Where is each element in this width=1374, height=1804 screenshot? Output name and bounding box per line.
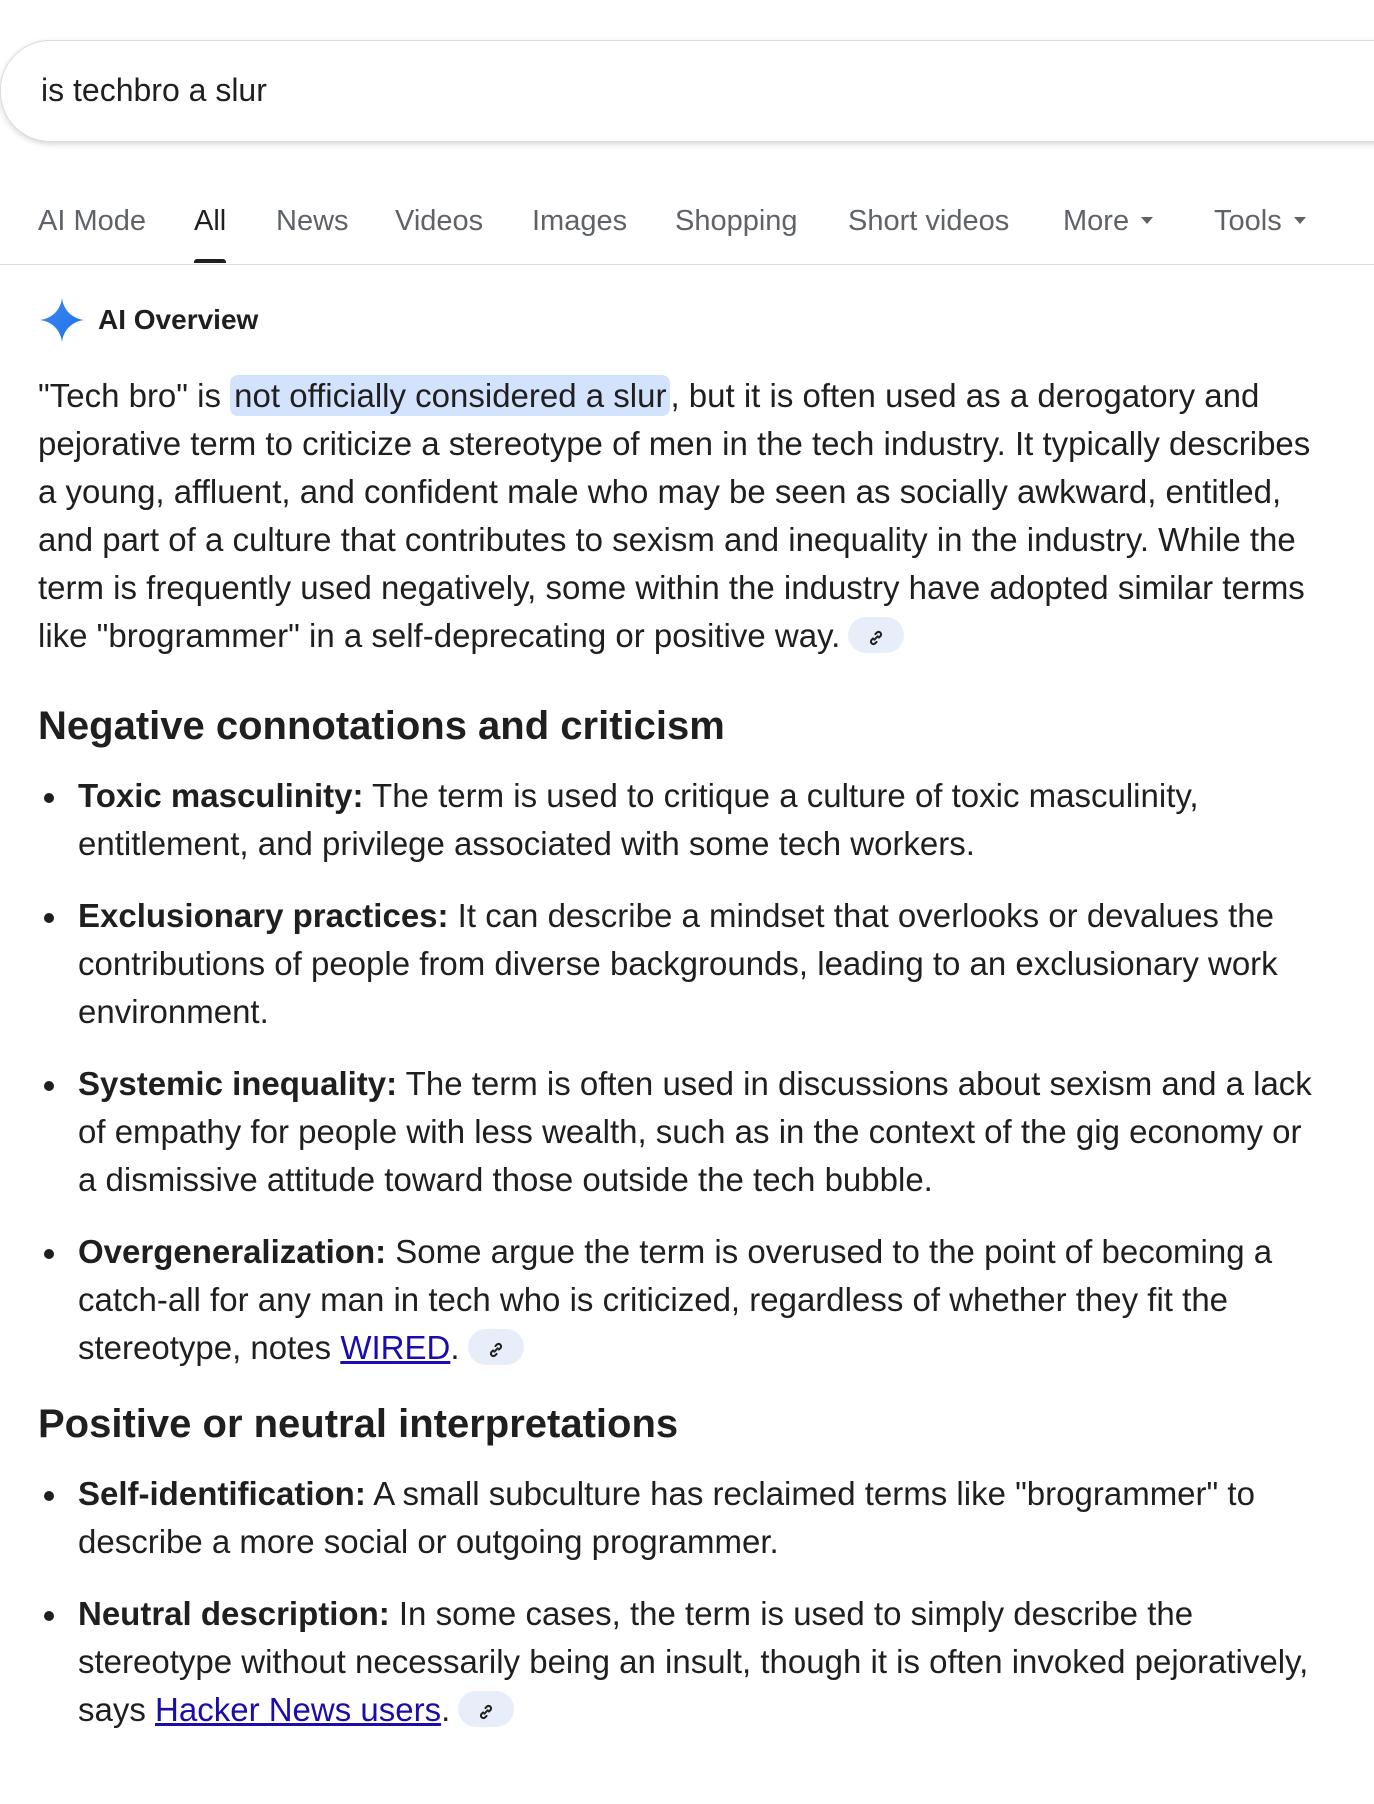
tab-all[interactable]: All: [194, 205, 227, 237]
positive-list: [38, 1470, 1328, 1734]
list-item: [38, 1590, 1328, 1734]
list-item-tail: .: [450, 1329, 460, 1366]
link-icon: [866, 628, 886, 648]
tab-shopping[interactable]: Shopping: [675, 205, 798, 237]
list-item: [38, 1470, 1328, 1566]
link-icon: [486, 1340, 506, 1360]
list-item-term: Overgeneralization:: [78, 1233, 387, 1270]
hacker-news-link[interactable]: Hacker News users: [155, 1691, 442, 1728]
section-heading-negative: Negative connotations and criticism: [38, 704, 725, 748]
list-item-text: The term is often used in discussions about sexism and a lack of empathy for people with less wealth, such as in the context of the gig economy or a dismissive attitude toward those outside the tech bubble.: [78, 1065, 1312, 1198]
list-item-term: Neutral description:: [78, 1595, 390, 1632]
intro-text-before: "Tech bro" is: [38, 377, 231, 414]
ai-overview-title: AI Overview: [98, 304, 259, 335]
list-item-text: In some cases, the term is used to simply describe the stereotype without necessarily being an insult, though it is often invoked pejoratively, says: [78, 1595, 1309, 1728]
ai-sparkle-icon: [38, 296, 86, 344]
list-item: [38, 772, 1328, 868]
tab-images[interactable]: Images: [532, 205, 628, 237]
tab-more[interactable]: [1063, 205, 1153, 238]
section-heading-positive: Positive or neutral interpretations: [38, 1402, 679, 1446]
caret-down-icon: [1141, 217, 1153, 224]
link-icon: [476, 1702, 496, 1722]
list-item-text: The term is used to critique a culture of toxic masculinity, entitlement, and privilege associated with some tech workers.: [78, 777, 1199, 862]
intro-text-after: , but it is often used as a derogatory and pejorative term to criticize a stereotype of men in the tech industry. It typically describes a young, affluent, and confident male who may be seen as socially awkward, entitled, and part of a culture that contributes to sexism and inequality in the industry. While the term is frequently used negatively, some within the industry have adopted similar terms like "brogrammer" in a self-deprecating or positive way.: [38, 377, 1311, 654]
list-item-term: Self-identification:: [78, 1475, 366, 1512]
tab-short-videos[interactable]: Short videos: [848, 205, 1010, 237]
tabs-divider: [0, 264, 1374, 265]
list-item-tail: .: [441, 1691, 451, 1728]
tab-tools-label: Tools: [1214, 205, 1282, 237]
list-item-term: Exclusionary practices:: [78, 897, 449, 934]
tab-videos[interactable]: Videos: [395, 205, 484, 237]
list-item-text: Some argue the term is overused to the point of becoming a catch-all for any man in tech who is criticized, regardless of whether they fit the stereotype, notes: [78, 1233, 1273, 1366]
tab-news[interactable]: News: [276, 205, 349, 237]
list-item-text: A small subculture has reclaimed terms like "brogrammer" to describe a more social or outgoing programmer.: [78, 1475, 1255, 1560]
search-input[interactable]: [41, 67, 1241, 113]
tab-more-label: More: [1063, 205, 1130, 237]
search-box[interactable]: [0, 40, 1374, 142]
negative-list: [38, 772, 1328, 1372]
caret-down-icon: [1294, 217, 1306, 224]
ai-overview-intro: [38, 372, 1328, 660]
list-item: [38, 1060, 1328, 1204]
tab-ai-mode[interactable]: AI Mode: [38, 205, 146, 237]
wired-link[interactable]: WIRED: [340, 1329, 451, 1366]
list-item-term: Systemic inequality:: [78, 1065, 398, 1102]
list-item-text: It can describe a mindset that overlooks or devalues the contributions of people from diverse backgrounds, leading to an exclusionary work environment.: [78, 897, 1278, 1030]
tab-tools[interactable]: [1214, 205, 1306, 238]
ai-overview-content: [38, 372, 1328, 1758]
source-link-chip[interactable]: [468, 1329, 524, 1365]
list-item-term: Toxic masculinity:: [78, 777, 364, 814]
source-link-chip[interactable]: [458, 1691, 514, 1727]
intro-highlight[interactable]: not officially considered a slur: [230, 375, 670, 416]
search-tabs: [0, 195, 1374, 265]
list-item: [38, 892, 1328, 1036]
list-item: [38, 1228, 1328, 1372]
source-link-chip[interactable]: [848, 617, 904, 653]
